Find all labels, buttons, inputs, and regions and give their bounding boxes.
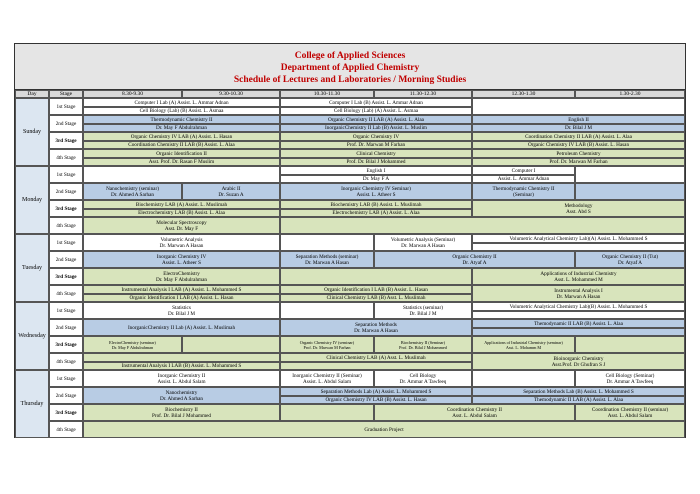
cell-text: Dr. Marwan A Hasan (556, 293, 601, 300)
cell-text: Computer I (511, 167, 536, 174)
stage-label (49, 302, 83, 319)
cell-text: Asst. L. Abdul Salam (607, 412, 653, 419)
cell-text: 10.30-11.30 (313, 91, 341, 97)
schedule-cell (472, 243, 685, 251)
cell-text: Dr. May F Abdulrahman (155, 276, 207, 283)
cell-text: Arabic II (221, 185, 241, 192)
schedule-cell (83, 251, 280, 268)
cell-text: 2nd Stage (55, 188, 77, 195)
schedule-cell (83, 268, 280, 285)
college-title: College of Applied Sciences (294, 51, 406, 61)
schedule-cell (280, 107, 472, 115)
schedule-header (15, 44, 685, 90)
schedule-cell (575, 166, 685, 183)
stage-label (49, 200, 83, 217)
cell-text: Inorganic Chemistry IV Seminar) (341, 185, 411, 192)
cell-text: Prof. Dr. Bilal J Mohammed (346, 159, 406, 165)
cell-text: Dr. Marwan A Hasan (354, 327, 398, 334)
cell-text: Thermodynamic Chemistry II (150, 116, 213, 123)
cell-text: Coordination Chemistry II (seminar) (591, 406, 669, 413)
cell-text: Electrochemistry LAB (B) Assist. L. Alaa (138, 210, 225, 216)
cell-text: Asst. Prof. Dr. Rasan F Muslim (148, 159, 215, 165)
stage-label (49, 336, 83, 353)
schedule-cell (472, 396, 685, 404)
schedule-cell (83, 166, 280, 183)
cell-text: Statistics (172, 304, 191, 311)
cell-text: Organic Chemistry IV LAB (B) Assist. L. Hasan (527, 142, 630, 148)
cell-text: 9.30-10.30 (219, 91, 243, 97)
schedule-cell (280, 209, 472, 217)
schedule-cell (83, 183, 182, 200)
cell-text: Dr. May F A (362, 176, 390, 182)
schedule-cell (374, 404, 575, 421)
schedule-cell (280, 336, 374, 353)
day-label (15, 370, 49, 438)
cell-text: Assist. L. Atheer S (161, 259, 202, 266)
schedule-cell (280, 234, 374, 251)
cell-text: 12.30-1.30 (511, 91, 536, 97)
cell-text: Thermodynamic Chemistry II (492, 185, 555, 192)
cell-text: Dr. Ammar A Tawfeeq (606, 378, 654, 385)
cell-text: Assist. L. Abdul Salam (157, 378, 206, 385)
schedule-cell (83, 234, 280, 251)
cell-text: English II (568, 116, 589, 123)
cell-text: 1st Stage (56, 307, 76, 314)
schedule-cell (280, 370, 374, 387)
cell-text: Asst. Abd S (566, 208, 591, 215)
cell-text: Themodynamic II LAB (B) Assist. L. Alaa (534, 320, 623, 327)
cell-text: InorganicChemistry II Lab (A) Assist. L. Muslimah (127, 324, 236, 331)
schedule-cell (280, 149, 472, 158)
cell-text: Coordination Chemistry II (446, 406, 503, 413)
cell-text: Asst.Prof. Dr Ghufran S J (551, 361, 606, 368)
cell-text: Prof. Dr. Bilal J Mohammed (399, 344, 447, 350)
schedule-cell (83, 200, 280, 209)
schedule-sheet (14, 43, 686, 438)
cell-text: Asst. L. Abdul Salam (452, 412, 497, 419)
cell-text: 3rd Stage (55, 409, 77, 416)
cell-text: Wednesday (18, 333, 46, 339)
schedule-cell (280, 285, 472, 294)
schedule-cell (472, 336, 575, 353)
cell-text: 3rd Stage (55, 137, 77, 144)
cell-text: Organic Identification I LAB (B) Assist. L. Hasan (324, 286, 428, 293)
schedule-cell (472, 353, 685, 370)
cell-text: Asst. L. Mohammed M (554, 276, 603, 283)
cell-text: InorganicChemistry II Lab (B) Assist. L. Muslim (325, 125, 427, 131)
cell-text: Dr. May F Abdulrahman (155, 125, 207, 131)
stage-label (49, 149, 83, 166)
schedule-cell (472, 234, 685, 243)
cell-text: Nanochemistry (seminar) (106, 185, 159, 192)
schedule-cell (472, 141, 685, 149)
cell-text: Coordination Chemistry II LAB (A) Assist. L. Alaa (525, 133, 632, 140)
cell-text: Computer I Lab (B) Assist. L. Ammar Adnan (329, 99, 423, 106)
cell-text: Volumetric Analysis (160, 236, 203, 243)
cell-text: Assist. L. Ammar Adnan (497, 176, 550, 182)
cell-text: Separation Methods (355, 321, 397, 328)
cell-text: Dr. Suzan A (218, 191, 244, 198)
stage-label (49, 319, 83, 336)
cell-text: Dr. Ahmed A Sarhan (111, 191, 154, 198)
cell-text: Bioinorganic Chemistry (553, 355, 604, 362)
schedule-cell (374, 251, 575, 268)
cell-text: Assist. L. Atheer S (356, 191, 396, 198)
schedule-cell (280, 353, 472, 362)
schedule-title: Schedule of Lectures and Laboratories / Morning Studies (233, 75, 467, 85)
cell-text: Dr. Marwan A Hasan (159, 242, 204, 249)
schedule-cell (472, 370, 575, 387)
stage-label (49, 234, 83, 251)
cell-text: Prof. Dr. Marwan M Farhan (303, 344, 351, 350)
schedule-cell (472, 158, 685, 166)
schedule-cell (182, 336, 280, 353)
schedule-cell (575, 370, 685, 387)
cell-text: Inorganic Chemistry II (157, 372, 206, 379)
schedule-cell (280, 98, 472, 107)
cell-text: Dr. Ahmed A Sarhan (160, 395, 203, 402)
schedule-cell (374, 302, 472, 319)
schedule-cell (472, 285, 685, 302)
schedule-cell (280, 217, 685, 234)
cell-text: Volumetric Analytical Chemistry Lab)(A) Assist. L. Mohammed S (509, 235, 648, 242)
schedule-cell (83, 353, 280, 362)
schedule-cell (374, 234, 472, 251)
schedule-cell (575, 183, 685, 200)
cell-text: Separation Methods Lab (A) Assist. L. Mohammed S (320, 388, 432, 395)
cell-text: Biochemistry LAB (A) Assist. L. Muslimah (135, 201, 228, 208)
cell-text: Volumetric Analysis (Seminar) (390, 236, 456, 243)
cell-text: Prof. Dr. Marwan M Farhan (346, 142, 406, 148)
schedule-cell (575, 251, 685, 268)
cell-text: Asst. L. Mohamm M (505, 344, 542, 350)
schedule-cell (83, 115, 280, 124)
day-label (15, 302, 49, 370)
cell-text: Applications of Industrial Chemistry (seminar) (484, 339, 563, 345)
schedule-cell (472, 124, 685, 132)
schedule-cell (83, 302, 280, 319)
cell-text: Organic Chemistry IV LAB (A) Assist. L. Hasan (130, 133, 233, 140)
cell-text: Dr. Bilal J M (564, 125, 593, 131)
cell-text: Clinical Chemistry LAB (A) Asst. L. Muslimah (326, 354, 426, 361)
cell-text: Organic Chemistry II (Tut) (601, 253, 659, 260)
schedule-cell (83, 107, 280, 115)
schedule-cell (280, 268, 472, 285)
cell-text: Stage (59, 91, 73, 97)
cell-text: Monday (22, 197, 42, 203)
schedule-cell (472, 311, 685, 319)
cell-text: Clinical Chemistry LAB (B) Asst. L. Muslimah (326, 295, 426, 301)
cell-text: Statistics (seminar) (403, 304, 443, 311)
schedule-cell (280, 302, 374, 319)
cell-text: Instrumental Analysis I (554, 287, 603, 294)
schedule-cell (280, 158, 472, 166)
cell-text: Electrochemistry LAB (A) Assist. L. Alaa (332, 210, 420, 216)
cell-text: Dr. Marwan A Hasan (305, 259, 349, 266)
cell-text: 1st Stage (56, 375, 76, 382)
column-header (575, 90, 685, 98)
schedule-cell (472, 175, 575, 183)
cell-text: 4th Stage (56, 426, 76, 433)
cell-text: Instrumental Analysis I LAB (B) Assist. L. Mohammed S (121, 363, 242, 369)
cell-text: Separation Methods (seminar) (295, 253, 359, 260)
cell-text: Cell Biology (Seminar) (605, 372, 655, 379)
schedule-cell (280, 200, 472, 209)
schedule-cell (280, 404, 374, 421)
schedule-cell (280, 319, 472, 336)
schedule-cell (83, 362, 280, 370)
schedule-cell (472, 200, 685, 217)
cell-text: 8.30-9.30 (121, 91, 144, 97)
cell-text: Thursday (20, 401, 44, 407)
schedule-cell (374, 370, 472, 387)
cell-text: Petroleum Chemistry (556, 150, 601, 157)
cell-text: 4th Stage (56, 358, 76, 365)
column-header (280, 90, 374, 98)
column-header (472, 90, 575, 98)
stage-label (49, 353, 83, 370)
cell-text: Dr. Ammar A Tawfeeq (399, 378, 447, 385)
cell-text: Organic Identification II (156, 150, 207, 157)
cell-text: (Seminar) (513, 191, 534, 198)
schedule-cell (280, 294, 472, 302)
cell-text: ElectroChemistry (seminar) (109, 339, 156, 345)
schedule-cell (472, 98, 685, 115)
cell-text: 1st Stage (56, 103, 76, 110)
schedule-cell (472, 132, 685, 141)
schedule-cell (83, 217, 280, 234)
schedule-cell (83, 149, 280, 158)
stage-label (49, 370, 83, 387)
schedule-cell (472, 328, 685, 336)
schedule-cell (472, 302, 685, 311)
cell-text: Prof. Dr. Marwan M Farhan (549, 159, 608, 165)
cell-text: Graduation Project (364, 426, 404, 433)
stage-label (49, 183, 83, 200)
cell-text: 4th Stage (56, 222, 76, 229)
column-header (374, 90, 472, 98)
cell-text: 2nd Stage (55, 324, 77, 331)
cell-text: Organic Chemistry II (452, 253, 497, 260)
cell-text: 4th Stage (56, 290, 76, 297)
stage-label (49, 115, 83, 132)
schedule-cell (280, 141, 472, 149)
stage-label (49, 132, 83, 149)
cell-text: ElectroChemistry (163, 270, 200, 277)
schedule-cell (280, 166, 472, 175)
stage-label (49, 98, 83, 115)
schedule-cell (83, 158, 280, 166)
schedule-cell (472, 149, 685, 158)
schedule-cell (575, 336, 685, 353)
stage-label (49, 285, 83, 302)
cell-text: Themodynamic II LAB (A) Assist. L. Alaa (533, 397, 624, 403)
cell-text: Coordination Chemistry II LAB (B) Assist. L. Alaa (128, 142, 235, 148)
schedule-cell (575, 404, 685, 421)
schedule-cell (280, 251, 374, 268)
stage-label (49, 387, 83, 404)
schedule-cell (280, 362, 472, 370)
cell-text: 11.30-12.30 (409, 91, 437, 97)
cell-text: Day (27, 91, 37, 97)
cell-text: 2nd Stage (55, 120, 77, 127)
cell-text: 2nd Stage (55, 256, 77, 263)
cell-text: Cell Biology (Lab) (B) Assist. L. Asmaa (139, 108, 224, 114)
day-label (15, 166, 49, 234)
schedule-cell (472, 166, 575, 175)
cell-text: 3rd Stage (55, 273, 77, 280)
cell-text: 2nd Stage (55, 392, 77, 399)
schedule-cell (472, 319, 685, 328)
day-label (15, 98, 49, 166)
cell-text: 1st Stage (56, 239, 76, 246)
cell-text: Organic Chemistry II LAB (A) Assist. L. Alaa (327, 116, 424, 123)
schedule-cell (83, 336, 182, 353)
cell-text: Methodology (564, 202, 593, 209)
cell-text: 3rd Stage (55, 205, 77, 212)
cell-text: Computer I Lab (A) Assist. L. Ammar Adnan (134, 99, 229, 106)
schedule-cell (83, 421, 685, 438)
schedule-cell (280, 387, 472, 396)
cell-text: Cell Biology (409, 372, 437, 379)
department-title: Department of Applied Chemistry (280, 63, 420, 73)
schedule-cell (83, 141, 280, 149)
schedule-cell (83, 370, 280, 387)
stage-label (49, 268, 83, 285)
cell-text: Asst. Dr. May F (164, 225, 199, 232)
stage-label (49, 421, 83, 438)
schedule-cell (472, 268, 685, 285)
cell-text: Dr. Atyaf A (617, 259, 643, 266)
schedule-cell (472, 183, 575, 200)
schedule-cell (83, 209, 280, 217)
schedule-cell (374, 336, 472, 353)
stage-label (49, 166, 83, 183)
schedule-cell (83, 98, 280, 107)
cell-text: Dr. May F Abdulrahman (111, 344, 154, 350)
schedule-cell (83, 285, 280, 294)
cell-text: Volumetric Analytical Chemistry Lab)(B) Assist. L. Mohammed S (509, 303, 648, 310)
cell-text: Dr. Bilal J M (167, 310, 196, 317)
schedule-cell (83, 319, 280, 336)
stage-label (49, 404, 83, 421)
cell-text: Biochemistry II (165, 406, 198, 413)
cell-text: Biochemistry II (Seminar) (400, 339, 446, 345)
schedule-cell (472, 387, 685, 396)
schedule-cell (83, 404, 280, 421)
cell-text: Dr. Bilal J M (409, 310, 437, 317)
schedule-cell (182, 183, 280, 200)
cell-text: 1.30-2.30 (619, 91, 641, 97)
cell-text: Biochemistry LAB (B) Assist. L. Muslimah (330, 201, 422, 208)
cell-text: Instrumental Analysis I LAB (A) Assist. L. Mohammed S (121, 286, 242, 293)
cell-text: Dr. Atyaf A (462, 259, 487, 266)
stage-label (49, 217, 83, 234)
cell-text: Assist. L. Abdul Salam (303, 378, 351, 385)
schedule-cell (83, 132, 280, 141)
column-header (182, 90, 280, 98)
schedule-cell (280, 175, 472, 183)
schedule-cell (280, 132, 472, 141)
schedule-cell (280, 124, 472, 132)
cell-text: Nanochemistry (165, 389, 198, 396)
column-header (83, 90, 182, 98)
stage-label (49, 251, 83, 268)
schedule-cell (280, 396, 472, 404)
cell-text: Separation Methods Lab (B) Assist. L. Mohammed S (523, 388, 634, 395)
schedule-cell (83, 124, 280, 132)
cell-text: Inorganic Chemistry IV (156, 253, 207, 260)
schedule-cell (472, 115, 685, 124)
day-label (15, 234, 49, 302)
cell-text: Tuesday (21, 265, 43, 271)
cell-text: Organic Identification I LAB (A) Assist. L. Hasan (129, 295, 234, 301)
cell-text: Organic Chemistry IV (352, 133, 400, 140)
cell-text: Sunday (23, 129, 41, 135)
column-header (15, 90, 49, 98)
schedule-cell (83, 387, 280, 404)
cell-text: English I (366, 167, 386, 174)
cell-text: Organic Chemistry IV LAB (B) Assist. L. Hasan (325, 397, 427, 403)
schedule-cell (280, 183, 472, 200)
column-header (49, 90, 83, 98)
cell-text: 3rd Stage (55, 341, 77, 348)
cell-text: 1st Stage (56, 171, 76, 178)
cell-text: Applications of Industrial Chemistry (540, 270, 617, 277)
cell-text: Organic Chemistry IV (seminar) (299, 339, 355, 345)
cell-text: Clinical Chemistry (356, 150, 396, 157)
cell-text: Molecular Spectroscopy (156, 219, 207, 226)
cell-text: Dr. Marwan A Hasan (401, 242, 445, 249)
cell-text: Cell Biology (Lab) (A) Assist. L. Asmaa (333, 108, 419, 114)
cell-text: 4th Stage (56, 154, 76, 161)
cell-text: Inorganic Chemistry II (Seminar) (292, 372, 362, 379)
schedule-cell (280, 115, 472, 124)
cell-text: Prof. Dr. Bilal J Mohammed (151, 412, 212, 419)
schedule-cell (83, 294, 280, 302)
